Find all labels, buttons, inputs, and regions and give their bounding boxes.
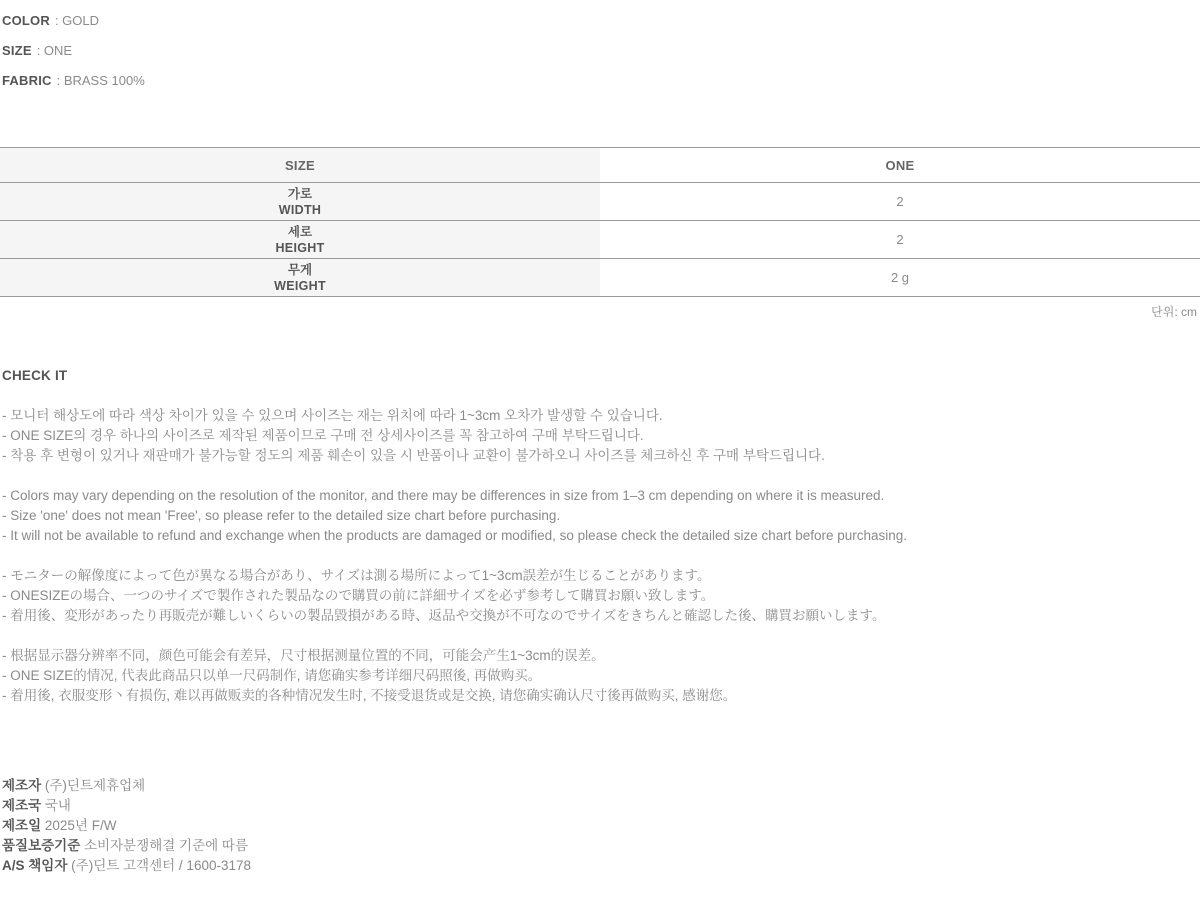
- spec-fabric: [2, 65, 1200, 95]
- note-line: - 着用後, 衣服变形丶有损伤, 难以再做贩卖的各种情况发生时, 不接受退货或是交换, 请您确实确认尺寸後再做购买, 感谢您。: [2, 688, 737, 703]
- note-line: - 모니터 해상도에 따라 색상 차이가 있을 수 있으며 사이즈는 재는 위치에 따라 1~3cm 오차가 발생할 수 있습니다.: [2, 408, 663, 423]
- spec-fabric-label: FABRIC: [2, 72, 52, 88]
- size-table-header-label-cell: [0, 148, 600, 182]
- table-row-height: [0, 221, 1200, 259]
- note-line: - 根据显示器分辨率不同，颜色可能会有差异，尺寸根据测量位置的不同，可能会产生1~3cm的误差。: [2, 648, 605, 663]
- table-row-width: [0, 183, 1200, 221]
- spec-color-value: : GOLD: [54, 12, 100, 28]
- spec-size: [2, 35, 1200, 65]
- note-line: - Size 'one' does not mean 'Free', so please refer to the detailed size chart before purchasing.: [2, 508, 561, 523]
- manufacturer-value: (주)딘트제휴업체: [44, 778, 146, 793]
- size-table-header-one: ONE: [885, 157, 915, 173]
- check-it-title: CHECK IT: [2, 368, 68, 383]
- weight-value: 2 g: [890, 270, 910, 285]
- note-line: - Colors may vary depending on the resolution of the monitor, and there may be differences in size from 1–3 cm depending on where it is measured.: [2, 488, 885, 503]
- manufacturer-label: 제조자: [2, 778, 42, 793]
- width-label-cell: [0, 183, 600, 220]
- warranty-value: 소비자분쟁해결 기준에 따름: [84, 838, 249, 853]
- height-label-ko: 세로: [287, 224, 313, 239]
- maker-line-warranty: [2, 836, 1200, 856]
- date-label: 제조일: [2, 818, 42, 833]
- note-line: - It will not be available to refund and exchange when the products are damaged or modified, so please check the detailed size chart before purchasing.: [2, 528, 908, 543]
- notes-chinese: [2, 646, 1200, 706]
- country-value: 국내: [44, 798, 71, 813]
- weight-label-ko: 무게: [287, 262, 313, 277]
- height-value: 2: [896, 232, 904, 247]
- weight-value-cell: [600, 259, 1200, 296]
- note-line: - 착용 후 변형이 있거나 재판매가 불가능할 정도의 제품 훼손이 있을 시 반품이나 교환이 불가하오니 사이즈를 체크하신 후 구매 부탁드립니다.: [2, 448, 825, 463]
- as-value: (주)딘트 고객센터 / 1600-3178: [71, 858, 251, 873]
- width-value: 2: [896, 194, 904, 209]
- size-table-header-size: SIZE: [284, 157, 316, 173]
- weight-label-cell: [0, 259, 600, 296]
- date-value: 2025년 F/W: [44, 818, 117, 833]
- warranty-label: 품질보증기준: [2, 838, 81, 853]
- size-table-header-row: [0, 148, 1200, 183]
- width-value-cell: [600, 183, 1200, 220]
- maker-line-country: [2, 796, 1200, 816]
- width-label-ko: 가로: [287, 186, 313, 201]
- width-label-en: WIDTH: [278, 202, 322, 217]
- notes-japanese: [2, 566, 1200, 626]
- table-row-weight: [0, 259, 1200, 297]
- spec-size-value: : ONE: [36, 42, 73, 58]
- size-table-header-value-cell: [600, 148, 1200, 182]
- spec-color: [2, 5, 1200, 35]
- maker-line-date: [2, 816, 1200, 836]
- spec-size-label: SIZE: [2, 42, 32, 58]
- spec-color-label: COLOR: [2, 12, 50, 28]
- country-label: 제조국: [2, 798, 42, 813]
- height-label-cell: [0, 221, 600, 258]
- spec-fabric-value: : BRASS 100%: [56, 72, 145, 88]
- notes-korean: [2, 406, 1200, 466]
- as-label: A/S 책임자: [2, 858, 68, 873]
- note-line: - ONE SIZE的情况, 代表此商品只以单一尺码制作, 请您确实参考详细尺码照後, 再做购买。: [2, 668, 542, 683]
- unit-note: 단위: cm: [1151, 305, 1197, 319]
- height-label-en: HEIGHT: [275, 240, 325, 255]
- note-line: - ONESIZEの場合、一つのサイズで製作された製品なので購買の前に詳細サイズを必ず参考して購買お願い致します。: [2, 588, 715, 603]
- note-line: - 着用後、変形があったり再販売が難しいくらいの製品毀損がある時、返品や交換が不可なのでサイズをきちんと確認した後、購買お願いします。: [2, 608, 886, 623]
- size-chart-table: [0, 147, 1200, 297]
- check-it-section: [0, 366, 1200, 706]
- weight-label-en: WEIGHT: [274, 278, 326, 293]
- note-line: - モニターの解像度によって色が異なる場合があり、サイズは測る場所によって1~3cm誤差が生じることがあります。: [2, 568, 711, 583]
- maker-line-manufacturer: [2, 776, 1200, 796]
- maker-line-as: [2, 856, 1200, 876]
- notes-english: [2, 486, 1200, 546]
- height-value-cell: [600, 221, 1200, 258]
- note-line: - ONE SIZE의 경우 하나의 사이즈로 제작된 제품이므로 구매 전 상세사이즈를 꼭 참고하여 구매 부탁드립니다.: [2, 428, 644, 443]
- manufacturer-info: [0, 776, 1200, 876]
- product-spec-list: [0, 0, 1200, 95]
